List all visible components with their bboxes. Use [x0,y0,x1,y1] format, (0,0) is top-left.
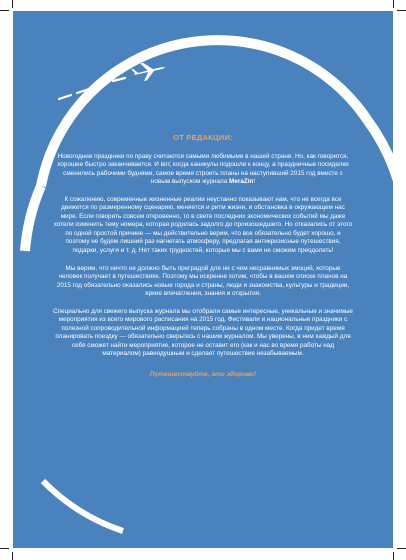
closing-line: Путешествуйте, это здорово! [149,371,257,379]
magazine-page [13,11,393,548]
editorial-content [53,134,353,389]
paragraph-4: Специально для свежего выпуска журнала мы отобрали самые интересные, уникальные и значимые мероприятия из всего мирового расписания на 2015 год. Фестивали и национальные праздники с полезной сопроводительной информацией теперь собраны в одном месте. Когда придет время планировать поездку — обязательно сверьтесь с нашим журналом. Мы уверены, в нем каждый для себя сможет найти мероприятие, которое не оставит его (как и нас во время работы над материалом) равнодушным и сделает путешествие незабываемым. [53,307,353,358]
paragraph-1 [53,153,353,187]
paragraph-1-tail: ! [253,178,256,186]
editorial-heading: ОТ РЕДАКЦИИ: [173,133,233,142]
crop-mark-top-right [397,10,406,11]
paragraph-1-text: Новогодние праздники по праву считаются самыми любимыми в нашей стране. Но, как говорится, хорошее быстро заканчивается. И вот, когда каникулы подошли к концу, а праздничные посиделки сменились рабочими буднями, самое время строить планы на наступивший 2015 год вместе с новым выпуском журнала [57,152,349,186]
crop-mark-bottom-left [0,548,9,549]
crop-mark-bottom-left-v [12,552,13,560]
paragraph-3: Мы верим, что ничто не должно быть преградой для ни с чем несравнимых эмоций, которые человек получает в путешествиях. Поэтому мы искренне хотим, чтобы в вашем списке планов на 2015 год обязательно оказались новые города и страны, люди и знакомства, культуры и традиции, яркие впечатления, знания и открытия. [56,264,350,298]
paragraph-2: К сожалению, современные жизненные реалии неустанно показывают нам, что не всегда все движется по размеренному сценарию, меняется и ритм жизни, и обстановка в окружающем нас мире. Если говорить совсем откровенно, то в свете последних экономических событий мы даже хотели изменить тему номера, которая родилась задолго до произошедшего. Но отказались от этого по одной простой причине — мы действительно верим, что все обязательно будет хорошо, и поэтому не будем лишний раз нагнетать атмосферу, предлагая антикризисные путешествия, подарки, услуги и т. д. Нет таких трудностей, которые мы с вами не сможем преодолеть! [53,195,353,255]
crop-mark-top-left [0,10,9,11]
crop-mark-bottom-right [397,548,406,549]
crop-mark-bottom-right-v [393,552,394,560]
crop-mark-top-right-v [393,0,394,8]
crop-mark-top-left-v [12,0,13,8]
brand-name: MeraZin [229,178,254,186]
